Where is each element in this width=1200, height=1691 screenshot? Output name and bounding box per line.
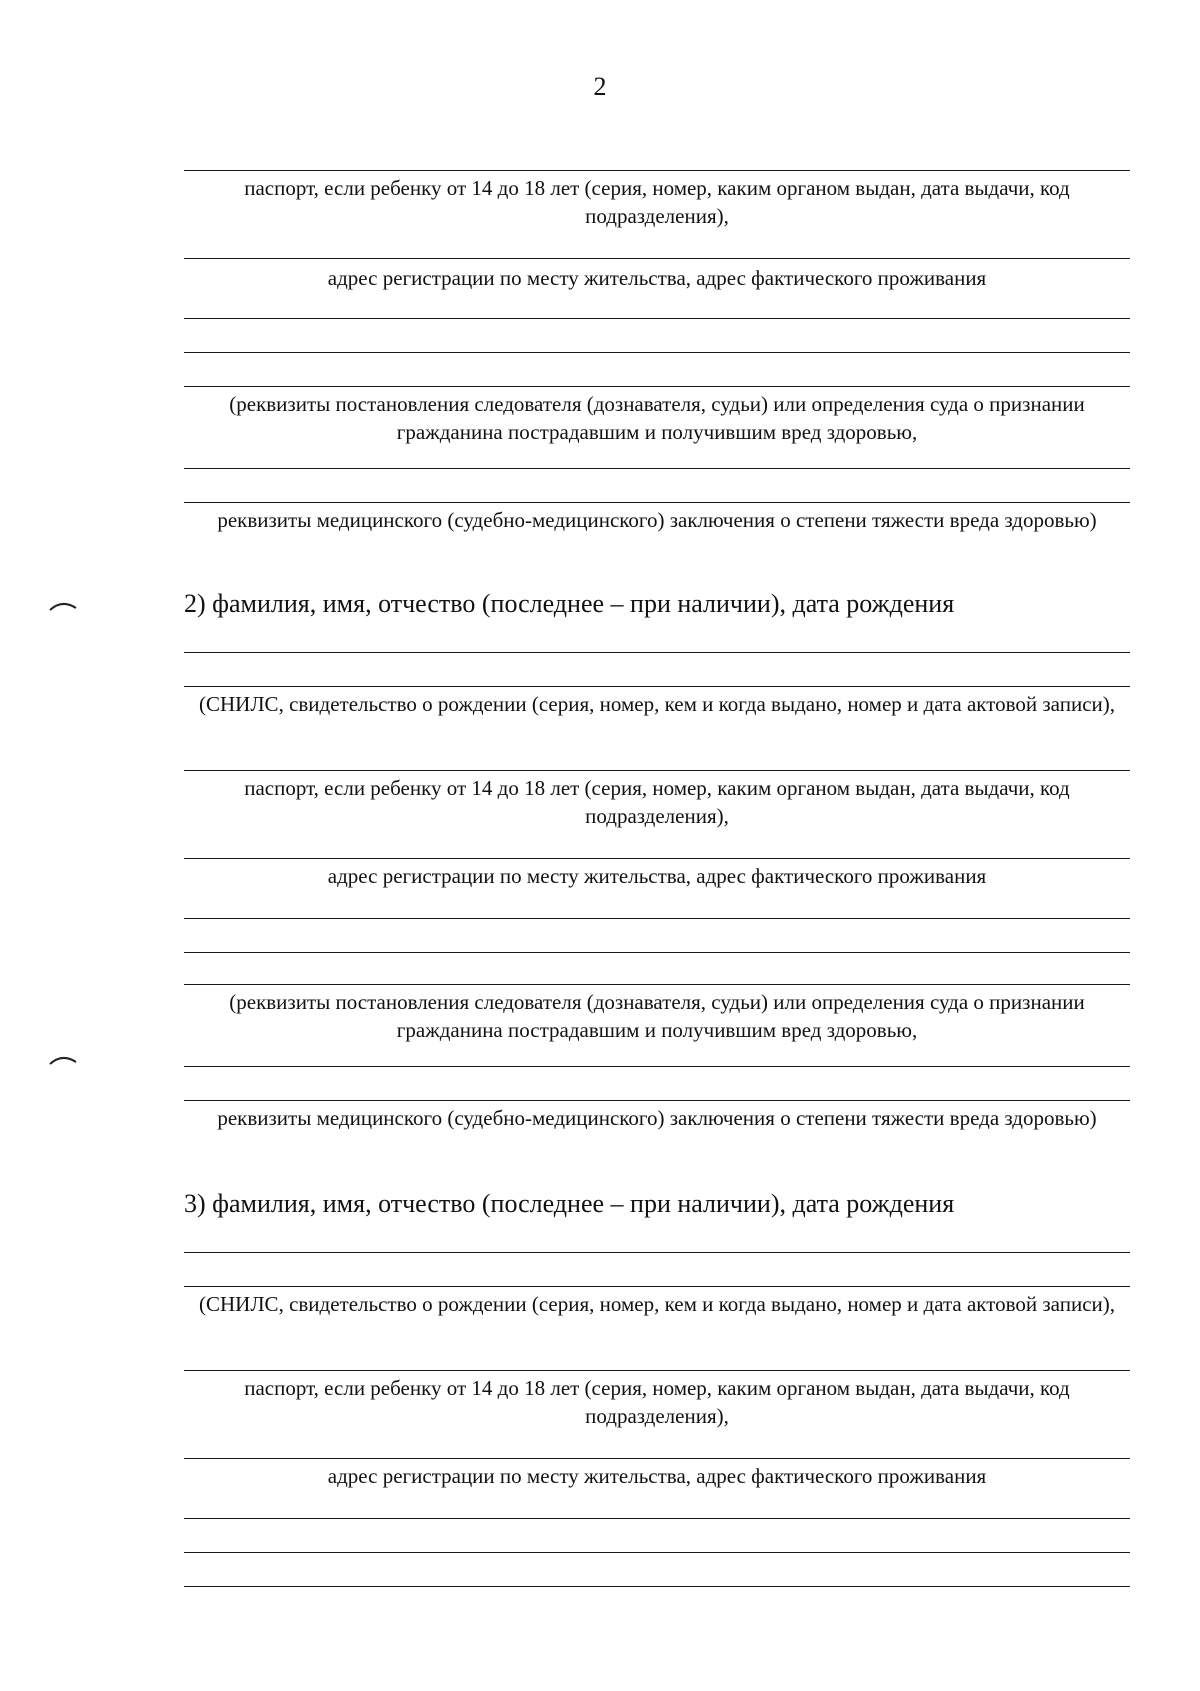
fill-line[interactable] [184, 258, 1130, 259]
fill-line[interactable] [184, 352, 1130, 353]
fill-line[interactable] [184, 918, 1130, 919]
fill-line[interactable] [184, 1518, 1130, 1519]
caption-decree: (реквизиты постановления следователя (дознавателя, судьи) или определения суда о признании гражданина пострадавшим и получившим вред здоровью, [229, 392, 1085, 444]
caption-address: адрес регистрации по месту жительства, адрес фактического проживания [327, 266, 987, 290]
arc-mark [48, 1052, 78, 1066]
fill-line[interactable] [184, 1552, 1130, 1553]
fill-line[interactable] [184, 386, 1130, 387]
fill-line[interactable] [184, 502, 1130, 503]
fill-line[interactable] [184, 318, 1130, 319]
caption-address: адрес регистрации по месту жительства, адрес фактического проживания [327, 1464, 987, 1488]
fill-line[interactable] [184, 984, 1130, 985]
fill-line[interactable] [184, 770, 1130, 771]
heading-item-2: 2) фамилия, имя, отчество (последнее – при наличии), дата рождения [184, 589, 955, 618]
caption-snils: (СНИЛС, свидетельство о рождении (серия, номер, кем и когда выдано, номер и дата актовой записи), [198, 1292, 1115, 1316]
fill-line[interactable] [184, 858, 1130, 859]
fill-line[interactable] [184, 1066, 1130, 1067]
caption-passport: паспорт, если ребенку от 14 до 18 лет (серия, номер, каким органом выдан, дата выдачи, код подразделения), [244, 1376, 1070, 1428]
arc-mark [48, 598, 78, 612]
fill-line[interactable] [184, 652, 1130, 653]
caption-passport: паспорт, если ребенку от 14 до 18 лет (серия, номер, каким органом выдан, дата выдачи, код подразделения), [244, 176, 1070, 228]
fill-line[interactable] [184, 1100, 1130, 1101]
caption-decree: (реквизиты постановления следователя (дознавателя, судьи) или определения суда о признании гражданина пострадавшим и получившим вред здоровью, [229, 990, 1085, 1042]
caption-medical: реквизиты медицинского (судебно-медицинского) заключения о степени тяжести вреда здоровью) [217, 508, 1097, 532]
heading-item-3: 3) фамилия, имя, отчество (последнее – при наличии), дата рождения [184, 1189, 955, 1218]
caption-passport: паспорт, если ребенку от 14 до 18 лет (серия, номер, каким органом выдан, дата выдачи, код подразделения), [244, 776, 1070, 828]
page-number: 2 [593, 72, 607, 101]
fill-line[interactable] [184, 170, 1130, 171]
fill-line[interactable] [184, 1458, 1130, 1459]
fill-line[interactable] [184, 1370, 1130, 1371]
fill-line[interactable] [184, 686, 1130, 687]
fill-line[interactable] [184, 1286, 1130, 1287]
fill-line[interactable] [184, 952, 1130, 953]
fill-line[interactable] [184, 1252, 1130, 1253]
fill-line[interactable] [184, 468, 1130, 469]
fill-line[interactable] [184, 1586, 1130, 1587]
caption-address: адрес регистрации по месту жительства, адрес фактического проживания [327, 864, 987, 888]
caption-medical: реквизиты медицинского (судебно-медицинского) заключения о степени тяжести вреда здоровью) [217, 1106, 1097, 1130]
caption-snils: (СНИЛС, свидетельство о рождении (серия, номер, кем и когда выдано, номер и дата актовой записи), [198, 692, 1115, 716]
